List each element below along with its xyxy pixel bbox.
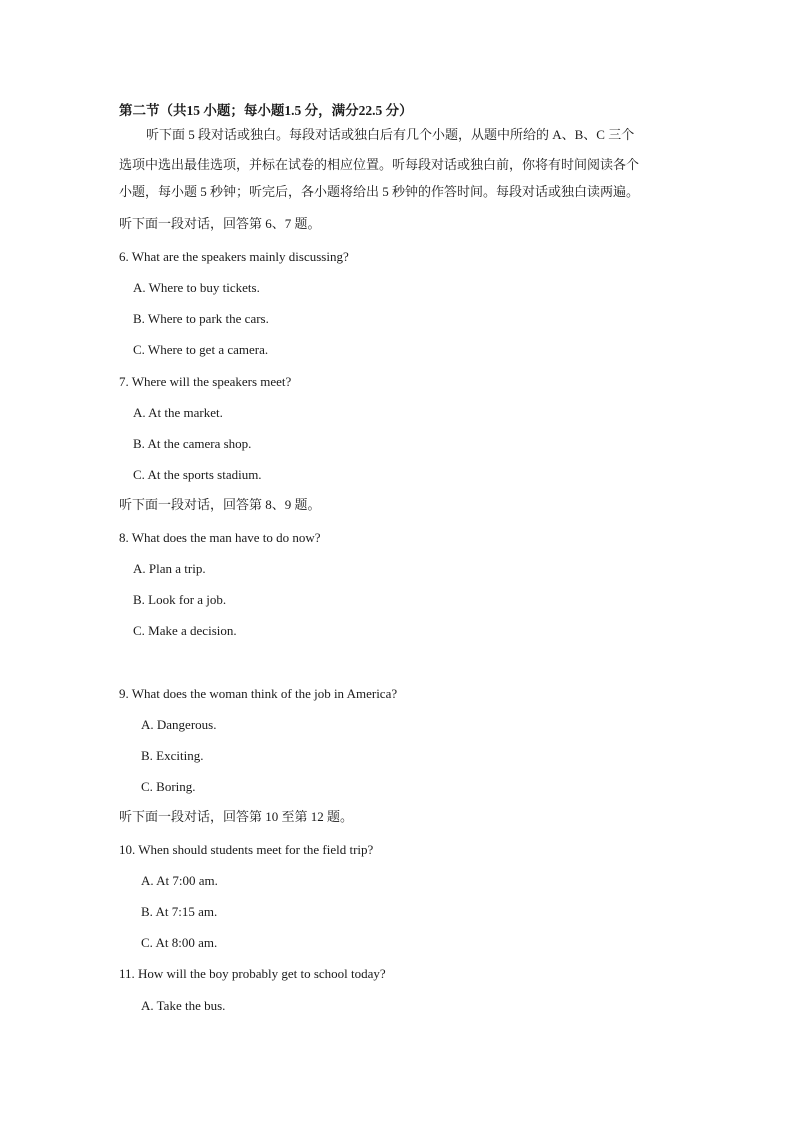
question-6-option-b: B. Where to park the cars. [133,311,269,326]
question-9-option-a: A. Dangerous. [141,717,217,732]
question-8: 8. What does the man have to do now? [119,530,321,545]
instructions-line-3: 小题，每小题 5 秒钟；听完后，各小题将给出 5 秒钟的作答时间。每段对话或独白读两遍。 [119,184,640,199]
question-7-option-a: A. At the market. [133,405,223,420]
group-prompt: 听下面一段对话，回答第 6、7 题。 [119,216,321,231]
question-6: 6. What are the speakers mainly discussing? [119,249,349,264]
question-8-option-c: C. Make a decision. [133,623,237,638]
question-10-option-c: C. At 8:00 am. [141,935,218,950]
question-6-option-c: C. Where to get a camera. [133,342,269,357]
group-prompt: 听下面一段对话，回答第 10 至第 12 题。 [119,809,354,824]
section-heading: 第二节（共15 小题；每小题1.5 分，满分22.5 分） [119,103,413,118]
question-9-option-b: B. Exciting. [141,748,204,763]
instructions-line-2: 选项中选出最佳选项，并标在试卷的相应位置。听每段对话或独白前，你将有时间阅读各个 [119,157,640,172]
instructions-line-1: 听下面 5 段对话或独白。每段对话或独白后有几个小题，从题中所给的 A、B、C 三个 [146,127,635,142]
question-11-option-a: A. Take the bus. [141,998,226,1013]
question-7-option-c: C. At the sports stadium. [133,467,262,482]
question-9-option-c: C. Boring. [141,779,196,794]
question-11: 11. How will the boy probably get to school today? [119,966,386,981]
question-6-option-a: A. Where to buy tickets. [133,280,260,295]
question-10-option-a: A. At 7:00 am. [141,873,218,888]
question-9: 9. What does the woman think of the job in America? [119,686,398,701]
question-7: 7. Where will the speakers meet? [119,374,292,389]
question-10-option-b: B. At 7:15 am. [141,904,218,919]
question-10: 10. When should students meet for the field trip? [119,842,374,857]
question-8-option-b: B. Look for a job. [133,592,227,607]
group-prompt: 听下面一段对话，回答第 8、9 题。 [119,497,321,512]
question-8-option-a: A. Plan a trip. [133,561,206,576]
question-7-option-b: B. At the camera shop. [133,436,252,451]
